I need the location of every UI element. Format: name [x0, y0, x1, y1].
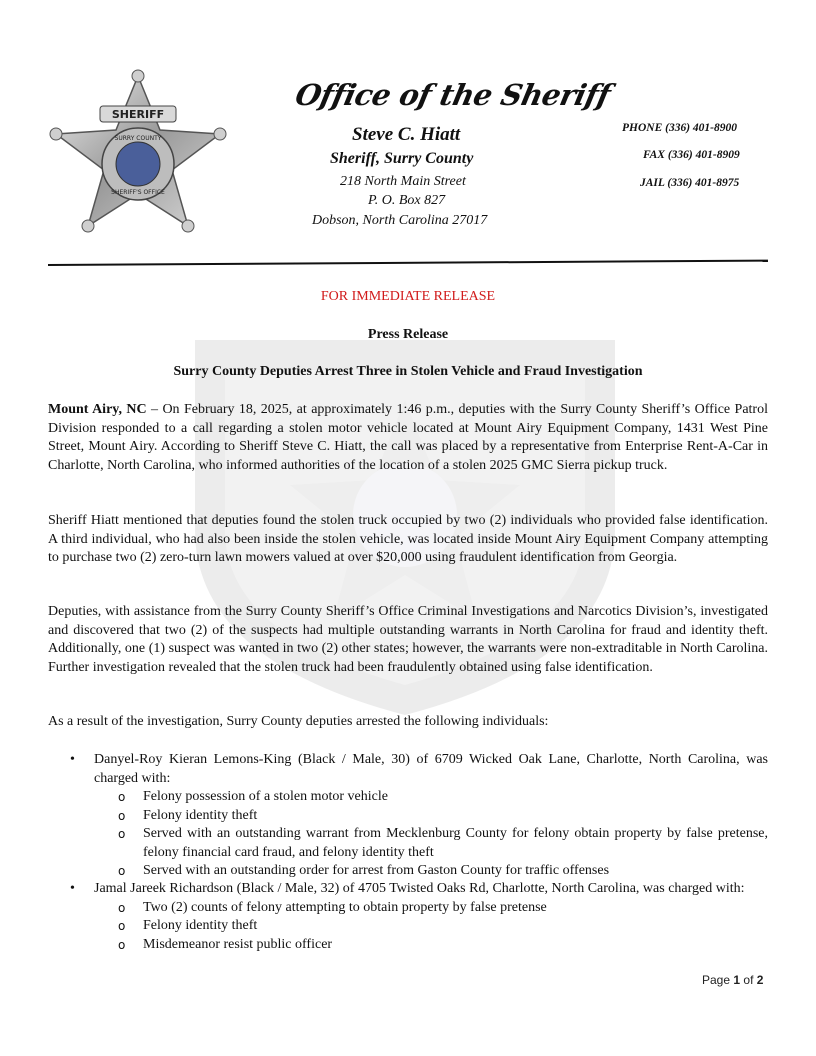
address-line-2: P. O. Box 827: [368, 193, 446, 208]
badge-mid-text: SURRY COUNTY: [114, 135, 162, 142]
bullet-icon: •: [70, 881, 75, 896]
phone-number: PHONE (336) 401-8900: [622, 122, 737, 134]
page-number: [702, 973, 763, 987]
press-release-label: Press Release: [367, 327, 449, 342]
charge-item: [48, 788, 768, 807]
paragraph-4: As a result of the investigation, Surry County deputies arrested the following individuals:: [48, 714, 549, 729]
charge-item: [48, 936, 768, 955]
arrest-2-charges: [48, 899, 768, 955]
page-current: 1: [733, 973, 741, 987]
sheriff-badge-logo: [48, 68, 228, 236]
sub-bullet-icon: o: [118, 808, 126, 823]
page-of: of: [743, 973, 754, 987]
sub-bullet-icon: o: [118, 937, 126, 952]
paragraph-1-body: – On February 18, 2025, at approximately 1:46 p.m., deputies with the Surry County Sheriff’s Office Patrol Division responded to a call regarding a stolen motor vehicle located at Mount Airy Equipment Company, 1431 West Pine Street, Mount Airy. According to Sheriff Steve C. Hiatt, the call was placed by a representative from Enterprise Rent-A-Car in Charlotte, North Carolina, who informed authorities of the location of a stolen 2025 GMC Sierra pickup truck.: [48, 402, 768, 473]
badge-top-text: SHERIFF: [111, 108, 165, 121]
charge-item: [48, 917, 768, 936]
address-line-3: Dobson, North Carolina 27017: [312, 213, 488, 228]
charge-text: Felony identity theft: [143, 918, 258, 933]
charge-text: Served with an outstanding order for arrest from Gaston County for traffic offenses: [143, 863, 610, 878]
office-title: Office of the Sheriff: [292, 78, 614, 112]
charge-text: Misdemeanor resist public officer: [143, 936, 333, 952]
release-label: FOR IMMEDIATE RELEASE: [320, 289, 496, 304]
bullet-icon: •: [70, 752, 75, 767]
paragraph-2: Sheriff Hiatt mentioned that deputies found the stolen truck occupied by two (2) individuals who provided false identification. A third individual, who had also been inside the stolen vehicle, was located inside Mount Airy Equipment Company attempting to purchase two (2) zero-turn lawn mowers valued at over $20,000 using fraudulent identification from Georgia.: [48, 513, 768, 565]
sheriff-title: Sheriff, Surry County: [330, 150, 474, 167]
jail-number: JAIL (336) 401-8975: [640, 177, 740, 189]
charge-item: [48, 807, 768, 826]
address-line-1: 218 North Main Street: [340, 174, 466, 189]
headline: Surry County Deputies Arrest Three in Stolen Vehicle and Fraud Investigation: [173, 364, 643, 379]
charge-text: Felony possession of a stolen motor vehicle: [143, 789, 388, 804]
fax-number: FAX (336) 401-8909: [643, 149, 740, 161]
charge-item: [48, 862, 768, 881]
arrest-1-text: Danyel-Roy Kieran Lemons-King (Black / Male, 30) of 6709 Wicked Oak Lane, Charlotte, North Carolina, was charged with:: [94, 752, 768, 786]
charge-item: [48, 825, 768, 862]
arrest-2-text: Jamal Jareek Richardson (Black / Male, 32) of 4705 Twisted Oaks Rd, Charlotte, North Carolina, was charged with:: [94, 881, 745, 896]
sub-bullet-icon: o: [118, 790, 126, 804]
letterhead-divider: [48, 260, 768, 266]
charge-text: Served with an outstanding warrant from Mecklenburg County for felony obtain property by false pretense, felony financial card fraud, and felony identity theft: [143, 826, 768, 860]
sub-bullet-icon: o: [118, 900, 126, 915]
arrest-item-2: [48, 880, 768, 954]
arrest-1-charges: [48, 788, 768, 881]
charge-text: Two (2) counts of felony attempting to obtain property by false pretense: [143, 899, 547, 915]
dateline: Mount Airy, NC: [48, 402, 147, 417]
arrest-item-1: [48, 751, 768, 881]
arrest-2-summary: [48, 880, 768, 899]
charge-text: Felony identity theft: [143, 807, 258, 823]
page-total: 2: [756, 973, 764, 987]
arrest-1-summary: [48, 751, 768, 788]
sub-bullet-icon: o: [118, 919, 126, 933]
paragraph-1: [48, 401, 768, 475]
paragraph-3: Deputies, with assistance from the Surry County Sheriff’s Office Criminal Investigations and Narcotics Division’s, investigated and discovered that two (2) of the suspects had multiple outstanding warrants in North Carolina for fraud and identity theft. Additionally, one (1) suspect was wanted in two (2) other states; however, the warrants were non-extraditable in North Carolina. Further investigation revealed that the stolen truck had been fraudulently obtained using false identification.: [48, 604, 768, 675]
page-label: Page: [702, 973, 731, 987]
sheriff-name: Steve C. Hiatt: [352, 124, 461, 145]
badge-bottom-text: SHERIFF'S OFFICE: [111, 189, 165, 196]
sub-bullet-icon: o: [118, 864, 126, 878]
charge-item: [48, 899, 768, 918]
sub-bullet-icon: o: [118, 827, 126, 841]
